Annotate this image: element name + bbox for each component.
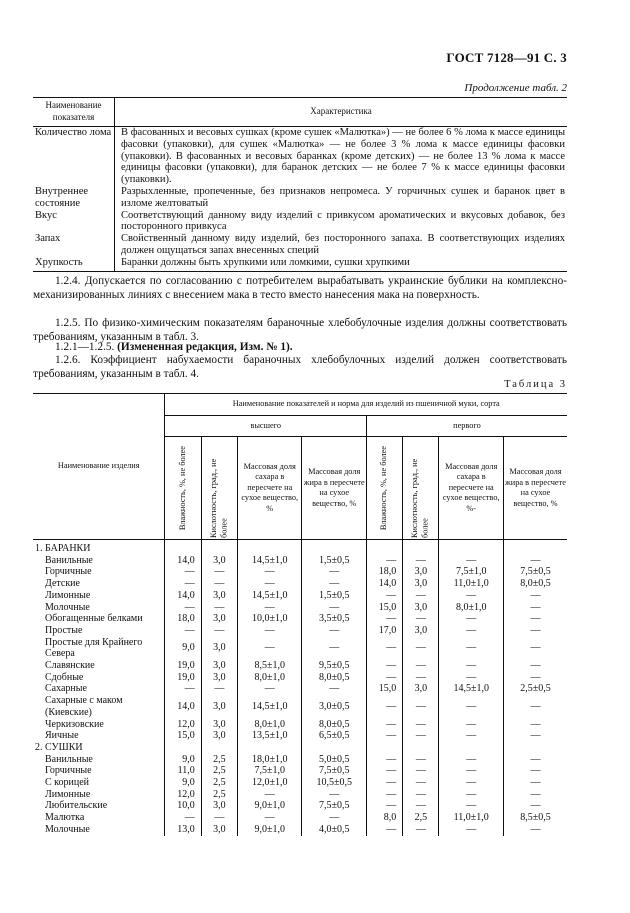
table-row	[33, 672, 567, 684]
table2-row	[33, 233, 567, 257]
cell-fat-high: 8,0±0,5	[302, 719, 366, 731]
cell-sugar-high: 8,0±1,0	[238, 672, 302, 684]
cell-acidity-high: 3,0	[201, 800, 237, 812]
cell-fat-high: —	[302, 566, 366, 578]
cell-sugar-high: —	[238, 637, 302, 660]
cell-sugar-first: —	[439, 789, 503, 801]
cell-acidity-high: 3,0	[201, 555, 237, 567]
cell-acidity-first: 3,0	[403, 602, 439, 614]
cell-sugar-high: 9,0±1,0	[238, 824, 302, 836]
cell-acidity-first: —	[403, 660, 439, 672]
cell-moisture-high: 14,0	[165, 695, 201, 718]
product-name: Обогащенные белками	[45, 613, 143, 625]
cell-fat-high: 4,0±0,5	[302, 824, 366, 836]
cell-acidity-high: —	[201, 625, 237, 637]
col-header-fat-high: Массовая доля жира в пересчете на сухое вещество, %	[302, 437, 366, 540]
cell-acidity-high: 3,0	[201, 637, 237, 660]
cell-moisture-first: —	[366, 824, 402, 836]
cell-moisture-high	[165, 540, 201, 555]
cell-acidity-first: —	[403, 555, 439, 567]
cell-sugar-high: —	[238, 789, 302, 801]
cell-fat-high: 5,0±0,5	[302, 754, 366, 766]
cell-acidity-first: —	[403, 824, 439, 836]
cell-fat-high: —	[302, 625, 366, 637]
cell-moisture-first: 15,0	[366, 602, 402, 614]
cell-sugar-high: 13,5±1,0	[238, 730, 302, 742]
cell-moisture-first: 8,0	[366, 812, 402, 824]
table2-row	[33, 257, 567, 271]
paragraph-1-2-4: 1.2.4. Допускается по согласованию с потребителем вырабатывать украинские бублики на комплексно-механизированных линиях с внесением мака в тесто вместо нанесения мака на поверхность.	[33, 275, 567, 302]
product-name: Черкизовские	[45, 718, 104, 730]
indicator-name: Вкус	[33, 210, 115, 234]
cell-fat-high: 7,5±0,5	[302, 765, 366, 777]
indicator-characteristic: Соответствующий данному виду изделий с привкусом ароматических и вкусовых добавок, без посторонного привкуса	[121, 209, 565, 233]
cell-moisture-first: —	[366, 637, 402, 660]
cell-fat-high: —	[302, 578, 366, 590]
product-name: Лимонные	[45, 589, 91, 601]
cell-fat-high: —	[302, 683, 366, 695]
product-name: Горчичные	[45, 765, 92, 777]
cell-moisture-high: 11,0	[165, 765, 201, 777]
cell-fat-first: 8,5±0,5	[503, 812, 567, 824]
cell-moisture-first: —	[366, 765, 402, 777]
table2-row	[33, 186, 567, 210]
cell-moisture-high: 14,0	[165, 555, 201, 567]
indicator-characteristic: Разрыхленные, пропеченные, без признаков непромеса. У горчичных сушек и баранок цвет в изломе желтоватый	[121, 185, 565, 209]
cell-moisture-high: 10,0	[165, 800, 201, 812]
cell-moisture-first: —	[366, 613, 402, 625]
cell-acidity-high: 2,5	[201, 765, 237, 777]
table-row	[33, 590, 567, 602]
cell-sugar-first: —	[439, 730, 503, 742]
cell-sugar-first: —	[439, 765, 503, 777]
cell-moisture-high: 19,0	[165, 660, 201, 672]
cell-fat-high: 7,5±0,5	[302, 800, 366, 812]
cell-fat-high	[302, 742, 366, 754]
cell-fat-high: 8,0±0,5	[302, 672, 366, 684]
cell-sugar-high: 8,0±1,0	[238, 719, 302, 731]
cell-moisture-first: —	[366, 800, 402, 812]
cell-acidity-high	[201, 742, 237, 754]
table-row	[33, 637, 567, 660]
cell-acidity-first: —	[403, 754, 439, 766]
table-row	[33, 824, 567, 836]
indicator-name: Внутреннее состояние	[33, 186, 115, 210]
cell-moisture-first: —	[366, 777, 402, 789]
product-name: Яичные	[45, 730, 79, 742]
cell-sugar-first: —	[439, 637, 503, 660]
cell-sugar-first: —	[439, 613, 503, 625]
cell-fat-first: —	[503, 765, 567, 777]
cell-moisture-high: 9,0	[165, 637, 201, 660]
cell-moisture-high: 15,0	[165, 730, 201, 742]
cell-fat-first: 2,5±0,5	[503, 683, 567, 695]
cell-moisture-high: —	[165, 602, 201, 614]
cell-sugar-first: —	[439, 660, 503, 672]
cell-sugar-high: 12,0±1,0	[238, 777, 302, 789]
cell-acidity-high: 3,0	[201, 695, 237, 718]
cell-fat-high: —	[302, 789, 366, 801]
cell-moisture-high: —	[165, 566, 201, 578]
section-title: 2. СУШКИ	[35, 741, 83, 753]
cell-sugar-first: —	[439, 555, 503, 567]
table-row	[33, 800, 567, 812]
table-row	[33, 660, 567, 672]
table-row	[33, 566, 567, 578]
table-row	[33, 578, 567, 590]
cell-sugar-first: —	[439, 719, 503, 731]
cell-sugar-first: —	[439, 754, 503, 766]
cell-acidity-high: 2,5	[201, 777, 237, 789]
table-row	[33, 754, 567, 766]
table-row	[33, 730, 567, 742]
cell-sugar-high: 14,5±1,0	[238, 590, 302, 602]
col-header-indicator: Наименование показателя	[33, 98, 115, 127]
cell-acidity-first: 3,0	[403, 578, 439, 590]
col-header-sugar-first: Массовая доля сахара в пересчете на сухое вещество, %-	[439, 437, 503, 540]
cell-fat-first: —	[503, 660, 567, 672]
cell-sugar-high: 7,5±1,0	[238, 765, 302, 777]
cell-acidity-high: —	[201, 812, 237, 824]
cell-acidity-first: —	[403, 613, 439, 625]
cell-moisture-high: 12,0	[165, 789, 201, 801]
cell-moisture-first: 14,0	[366, 578, 402, 590]
cell-fat-high: —	[302, 637, 366, 660]
cell-moisture-high: —	[165, 625, 201, 637]
cell-moisture-high: —	[165, 683, 201, 695]
cell-sugar-first: —	[439, 695, 503, 718]
product-name: Молочные	[45, 823, 90, 835]
col-header-group: Наименование показателей и норма для изделий из пшеничной муки, сорта	[165, 394, 567, 416]
product-name: С корицей	[45, 777, 90, 789]
cell-acidity-high: 3,0	[201, 719, 237, 731]
cell-moisture-high: 18,0	[165, 613, 201, 625]
cell-fat-first: —	[503, 695, 567, 718]
cell-acidity-high: 3,0	[201, 613, 237, 625]
table2-row	[33, 127, 567, 186]
col-header-product: Наименование изделия	[33, 394, 165, 540]
cell-sugar-first	[439, 540, 503, 555]
table-row	[33, 602, 567, 614]
col-header-fat-first: Массовая доля жира в пересчете на сухое вещество, %	[503, 437, 567, 540]
amendment-note: 1.2.1—1.2.5. (Измененная редакция, Изм. № 1).	[55, 341, 293, 353]
cell-moisture-first: —	[366, 754, 402, 766]
table-3	[33, 393, 567, 836]
cell-sugar-first: —	[439, 800, 503, 812]
indicator-name: Хрупкость	[33, 257, 115, 271]
cell-fat-high: 9,5±0,5	[302, 660, 366, 672]
col-header-acidity-high: Кислотность, град., не более	[201, 437, 237, 540]
product-name: Горчичные	[45, 566, 92, 578]
product-name: Сахарные	[45, 683, 87, 695]
table-row	[33, 812, 567, 824]
table-row	[33, 777, 567, 789]
cell-fat-high: 6,5±0,5	[302, 730, 366, 742]
cell-moisture-first: 18,0	[366, 566, 402, 578]
cell-moisture-first: —	[366, 660, 402, 672]
cell-sugar-first: 11,0±1,0	[439, 578, 503, 590]
product-name: Молочные	[45, 601, 90, 613]
cell-fat-first: —	[503, 590, 567, 602]
cell-fat-high: 1,5±0,5	[302, 555, 366, 567]
cell-fat-first	[503, 540, 567, 555]
product-name: Сахарные с маком (Киевские)	[45, 695, 123, 718]
table-row	[33, 613, 567, 625]
cell-acidity-high: —	[201, 683, 237, 695]
product-name: Малютка	[45, 812, 85, 824]
cell-acidity-high: 3,0	[201, 660, 237, 672]
cell-acidity-first: 3,0	[403, 625, 439, 637]
cell-acidity-first: —	[403, 777, 439, 789]
cell-acidity-first: —	[403, 590, 439, 602]
cell-moisture-first: —	[366, 730, 402, 742]
cell-moisture-high: 12,0	[165, 719, 201, 731]
cell-moisture-first: —	[366, 672, 402, 684]
table-continuation-label: Продолжение табл. 2	[464, 82, 567, 94]
cell-fat-first: —	[503, 637, 567, 660]
cell-moisture-high	[165, 742, 201, 754]
product-name: Ванильные	[45, 554, 93, 566]
cell-sugar-first: 11,0±1,0	[439, 812, 503, 824]
cell-fat-first: —	[503, 730, 567, 742]
cell-fat-first: —	[503, 672, 567, 684]
cell-sugar-first: 14,5±1,0	[439, 683, 503, 695]
cell-sugar-high: 14,5±1,0	[238, 695, 302, 718]
cell-moisture-first	[366, 540, 402, 555]
cell-acidity-high: 2,5	[201, 754, 237, 766]
cell-moisture-first: 15,0	[366, 683, 402, 695]
indicator-name: Запах	[33, 233, 115, 257]
cell-acidity-high	[201, 540, 237, 555]
cell-moisture-first	[366, 742, 402, 754]
col-header-acidity-first: Кислотность, град., не более	[403, 437, 439, 540]
cell-fat-high	[302, 540, 366, 555]
cell-fat-first: —	[503, 789, 567, 801]
cell-acidity-first: —	[403, 637, 439, 660]
table-2-continued	[33, 97, 567, 272]
table-row	[33, 683, 567, 695]
table-row	[33, 719, 567, 731]
cell-fat-first: —	[503, 754, 567, 766]
table-row	[33, 789, 567, 801]
col-header-grade-high: высшего	[165, 416, 366, 437]
cell-moisture-high: 19,0	[165, 672, 201, 684]
cell-sugar-high: —	[238, 625, 302, 637]
paragraph-1-2-5: 1.2.5. По физико-химическим показателям бараночные хлебобулочные изделия должны соответствовать требованиям, указанным в табл. 3.	[33, 317, 567, 344]
cell-acidity-first: 2,5	[403, 812, 439, 824]
indicator-name: Количество лома	[33, 127, 115, 186]
cell-fat-first: —	[503, 719, 567, 731]
cell-acidity-first: —	[403, 719, 439, 731]
cell-fat-first: —	[503, 602, 567, 614]
cell-acidity-high: —	[201, 602, 237, 614]
cell-acidity-high: —	[201, 566, 237, 578]
table2-row	[33, 210, 567, 234]
cell-sugar-high	[238, 742, 302, 754]
cell-sugar-first: —	[439, 590, 503, 602]
cell-acidity-high: 3,0	[201, 730, 237, 742]
cell-acidity-high: 2,5	[201, 789, 237, 801]
cell-fat-high: 1,5±0,5	[302, 590, 366, 602]
product-name: Детские	[45, 578, 80, 590]
col-header-grade-first: первого	[366, 416, 567, 437]
cell-moisture-high: 13,0	[165, 824, 201, 836]
product-name: Простые для Крайнего Севера	[45, 636, 143, 660]
cell-sugar-high: —	[238, 683, 302, 695]
cell-acidity-first: 3,0	[403, 566, 439, 578]
paragraph-1-2-6: 1.2.6. Коэффициент набухаемости бараночных хлебобулочных изделий должен соответствовать требованиям, указанным в табл. 4.	[33, 354, 567, 381]
indicator-characteristic: Баранки должны быть хрупкими или ломкими, сушки хрупкими	[115, 257, 568, 271]
cell-acidity-first	[403, 742, 439, 754]
cell-acidity-high: 3,0	[201, 590, 237, 602]
cell-sugar-high	[238, 540, 302, 555]
cell-sugar-high: 9,0±1,0	[238, 800, 302, 812]
cell-moisture-first: 17,0	[366, 625, 402, 637]
cell-acidity-first	[403, 540, 439, 555]
cell-fat-high: —	[302, 812, 366, 824]
cell-moisture-first: —	[366, 695, 402, 718]
cell-moisture-high: —	[165, 812, 201, 824]
table-row	[33, 555, 567, 567]
cell-moisture-high: 9,0	[165, 754, 201, 766]
cell-acidity-high: —	[201, 578, 237, 590]
table-3-label: Таблица 3	[504, 379, 567, 390]
cell-fat-first	[503, 742, 567, 754]
cell-acidity-first: —	[403, 800, 439, 812]
product-name: Сдобные	[45, 671, 84, 683]
cell-fat-first: —	[503, 625, 567, 637]
cell-acidity-first: —	[403, 672, 439, 684]
product-name: Лимонные	[45, 788, 91, 800]
cell-sugar-high: —	[238, 566, 302, 578]
cell-sugar-high: 14,5±1,0	[238, 555, 302, 567]
cell-fat-first: 8,0±0,5	[503, 578, 567, 590]
cell-fat-first: —	[503, 777, 567, 789]
cell-fat-high: —	[302, 602, 366, 614]
cell-acidity-first: —	[403, 730, 439, 742]
product-name: Ванильные	[45, 753, 93, 765]
cell-sugar-first: 7,5±1,0	[439, 566, 503, 578]
cell-fat-first: —	[503, 800, 567, 812]
cell-acidity-high: 3,0	[201, 672, 237, 684]
product-name: Славянские	[45, 660, 95, 672]
cell-moisture-first: —	[366, 789, 402, 801]
col-header-sugar-high: Массовая доля сахара в пересчете на сухое вещество, %	[238, 437, 302, 540]
indicator-characteristic: В фасованных и весовых сушках (кроме сушек «Малютка») — не более 6 % лома к массе единицы фасовки (упаковки), для сушек «Малютка» — не более 3 % лома к массе единицы фасовки (упаковки). В фасованных и весовых баранках (кроме детских) — не более 13 % лома к массе единицы фасовки (упаковки), для баранок детских — не более 7 % к массе единицы фасовки (упаковки).	[121, 127, 565, 186]
col-header-moisture-first: Влажность, %, не более	[366, 437, 402, 540]
cell-acidity-first: —	[403, 695, 439, 718]
section-row	[33, 742, 567, 754]
product-name: Любительские	[45, 800, 108, 812]
cell-moisture-first: —	[366, 590, 402, 602]
cell-sugar-high: 10,0±1,0	[238, 613, 302, 625]
col-header-moisture-high: Влажность, %, не более	[165, 437, 201, 540]
cell-fat-high: 3,0±0,5	[302, 695, 366, 718]
cell-sugar-first: —	[439, 672, 503, 684]
cell-fat-high: 10,5±0,5	[302, 777, 366, 789]
section-title: 1. БАРАНКИ	[35, 543, 91, 554]
cell-sugar-high: —	[238, 578, 302, 590]
cell-sugar-high: 8,5±1,0	[238, 660, 302, 672]
cell-moisture-first: —	[366, 555, 402, 567]
cell-acidity-first: 3,0	[403, 683, 439, 695]
cell-fat-high: 3,5±0,5	[302, 613, 366, 625]
cell-fat-first: —	[503, 555, 567, 567]
cell-fat-first: —	[503, 613, 567, 625]
cell-sugar-first	[439, 742, 503, 754]
product-name: Простые	[45, 624, 83, 636]
cell-sugar-first: —	[439, 625, 503, 637]
table-row	[33, 765, 567, 777]
cell-acidity-high: 3,0	[201, 824, 237, 836]
cell-sugar-first: —	[439, 824, 503, 836]
cell-sugar-high: 18,0±1,0	[238, 754, 302, 766]
table-row	[33, 695, 567, 718]
cell-sugar-first: —	[439, 777, 503, 789]
col-header-characteristic: Характеристика	[115, 98, 568, 127]
table-row	[33, 625, 567, 637]
cell-moisture-first: —	[366, 719, 402, 731]
cell-fat-first: —	[503, 824, 567, 836]
cell-moisture-high: 14,0	[165, 590, 201, 602]
cell-sugar-high: —	[238, 812, 302, 824]
page-header: ГОСТ 7128—91 С. 3	[446, 50, 567, 65]
cell-moisture-high: —	[165, 578, 201, 590]
cell-acidity-first: —	[403, 765, 439, 777]
cell-acidity-first: —	[403, 789, 439, 801]
cell-moisture-high: 9,0	[165, 777, 201, 789]
cell-sugar-high: —	[238, 602, 302, 614]
cell-sugar-first: 8,0±1,0	[439, 602, 503, 614]
section-row	[33, 540, 567, 555]
cell-fat-first: 7,5±0,5	[503, 566, 567, 578]
indicator-characteristic: Свойственный данному виду изделий, без посторонного запаха. В соответствующих изделиях должен ощущаться запах внесенных специй	[121, 233, 565, 256]
